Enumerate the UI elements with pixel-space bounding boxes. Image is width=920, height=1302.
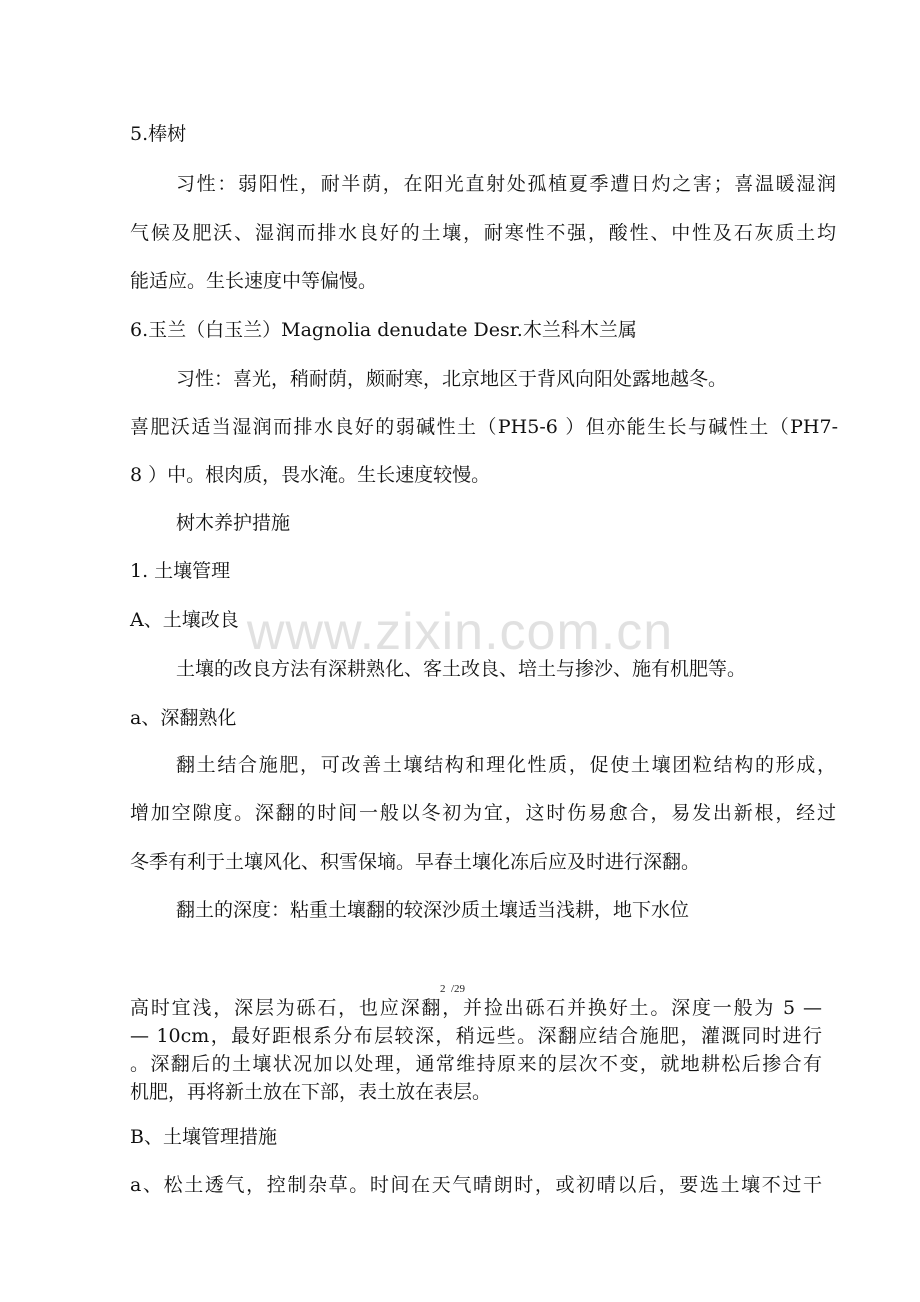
paragraph-line: 冬季有利于土壤风化、积雪保墒。早春土壤化冻后应及时进行深翻。 [130, 851, 701, 873]
heading-soil-measures: B、土壤管理措施 [130, 1126, 277, 1148]
page-current: 2 [440, 983, 446, 995]
paragraph-line: 习性：喜光，稍耐荫，颇耐寒，北京地区于背风向阳处露地越冬。 [176, 368, 728, 390]
heading-item-5: 5.棒树 [130, 123, 187, 145]
paragraph-line: 习性：弱阳性，耐半荫，在阳光直射处孤植夏季遭日灼之害；喜温暖湿润 [176, 173, 836, 195]
watermark: www.zixin.com.cn [246, 603, 674, 661]
page-number [440, 982, 465, 996]
paragraph-line: 机肥，再将新土放在下部，表土放在表层。 [130, 1081, 492, 1103]
heading-item-6: 6.玉兰（白玉兰）Magnolia denudate Desr.木兰科木兰属 [130, 319, 637, 341]
paragraph-line: 能适应。生长速度中等偏慢。 [130, 270, 378, 292]
heading-deep-tillage: a、深翻熟化 [130, 707, 237, 729]
section-title: 树木养护措施 [176, 512, 291, 534]
heading-soil-improvement: A、土壤改良 [130, 609, 239, 631]
paragraph-line: 翻土的深度：粘重土壤翻的较深沙质土壤适当浅耕，地下水位 [176, 899, 690, 921]
paragraph-line: 。深翻后的土壤状况加以处理，通常维持原来的层次不变，就地耕松后掺合有 [130, 1053, 822, 1075]
paragraph-line: 8 ）中。根肉质，畏水淹。生长速度较慢。 [130, 464, 491, 486]
paragraph-line: 翻土结合施肥，可改善土壤结构和理化性质，促使土壤团粒结构的形成， [176, 754, 836, 776]
heading-soil-management: 1. 土壤管理 [130, 560, 231, 582]
paragraph-line: 气候及肥沃、湿润而排水良好的土壤，耐寒性不强，酸性、中性及石灰质土均 [130, 222, 836, 244]
page-total: /29 [451, 983, 466, 995]
paragraph-line: a、松土透气，控制杂草。时间在天气晴朗时，或初晴以后，要选土壤不过干 [130, 1174, 822, 1196]
paragraph-line: 增加空隙度。深翻的时间一般以冬初为宜，这时伤易愈合，易发出新根，经过 [130, 802, 836, 824]
paragraph-line: 土壤的改良方法有深耕熟化、客土改良、培土与掺沙、施有机肥等。 [176, 658, 747, 680]
paragraph-line: 喜肥沃适当湿润而排水良好的弱碱性土（PH5-6 ）但亦能生长与碱性土（PH7- [130, 416, 838, 438]
paragraph-line: — 10cm，最好距根系分布层较深，稍远些。深翻应结合施肥，灌溉同时进行 [130, 1025, 822, 1047]
paragraph-line: 高时宜浅，深层为砾石，也应深翻，并捡出砾石并换好土。深度一般为 5 — [130, 997, 822, 1019]
